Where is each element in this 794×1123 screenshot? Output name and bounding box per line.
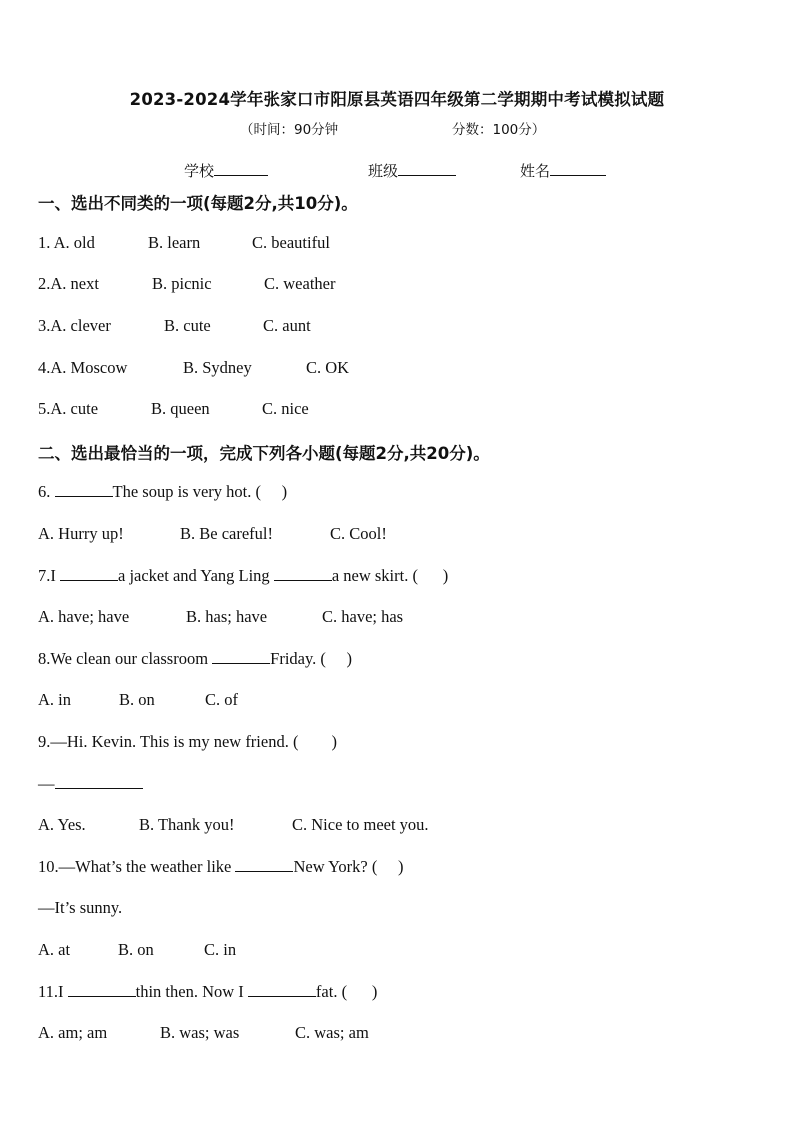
- question-number: 2.: [38, 274, 51, 293]
- q9-option-c: C. Nice to meet you.: [292, 815, 429, 834]
- name-blank: [550, 175, 606, 176]
- school-blank: [214, 175, 268, 176]
- q8-option-b: B. on: [119, 690, 155, 709]
- option-a: A. Moscow: [50, 358, 128, 377]
- question-number: 4.: [38, 358, 51, 377]
- q10-option-a: A. at: [38, 940, 71, 959]
- school-label: 学校: [184, 162, 215, 180]
- q9-option-a: A. Yes.: [38, 815, 86, 834]
- question-6: [38, 482, 287, 502]
- q2-option-b: B. picnic: [152, 274, 212, 293]
- question-number: 3.: [38, 316, 51, 335]
- q10-option-b: B. on: [118, 940, 154, 959]
- question-8: [38, 649, 352, 669]
- q6-option-a: A. Hurry up!: [38, 524, 124, 543]
- exam-time: （时间：90分钟: [240, 122, 339, 138]
- answer-blank: [248, 982, 316, 997]
- class-blank: [398, 175, 456, 176]
- question-9: 9.—Hi. Kevin. This is my new friend. ( ): [38, 732, 337, 751]
- q6-option-b: B. Be careful!: [180, 524, 273, 543]
- question-text-part: a new skirt. ( ): [331, 566, 449, 585]
- q1-option-c: C. beautiful: [252, 233, 330, 252]
- q3-option-b: B. cute: [164, 316, 211, 335]
- q5-option-c: C. nice: [262, 399, 309, 418]
- q8-option-a: A. in: [38, 690, 71, 709]
- q11-option-c: C. was; am: [295, 1023, 369, 1042]
- q6-option-c: C. Cool!: [330, 524, 387, 543]
- question-text-part: fat. ( ): [315, 982, 378, 1001]
- exam-score: 分数：100分）: [452, 122, 546, 138]
- option-a: A. cute: [50, 399, 99, 418]
- name-field: [520, 160, 606, 181]
- option-a: A. old: [53, 233, 95, 252]
- question-1: [38, 233, 95, 253]
- answer-blank: [274, 566, 332, 581]
- question-number: 6.: [38, 482, 55, 501]
- question-text-part: 7.I: [38, 566, 60, 585]
- q9-response-line: [38, 774, 143, 794]
- answer-blank: [55, 774, 143, 789]
- question-7: [38, 566, 448, 586]
- answer-blank: [235, 857, 293, 872]
- question-3: [38, 316, 111, 336]
- question-text: The soup is very hot. ( ): [112, 482, 288, 501]
- q8-option-c: C. of: [205, 690, 238, 709]
- question-10: [38, 857, 403, 877]
- q3-option-c: C. aunt: [263, 316, 311, 335]
- question-text-part: 11.I: [38, 982, 68, 1001]
- question-text-part: thin then. Now I: [135, 982, 248, 1001]
- option-a: A. clever: [50, 316, 111, 335]
- question-text-part: Friday. ( ): [270, 649, 353, 668]
- question-number: 5.: [38, 399, 51, 418]
- question-text-part: 10.—What’s the weather like: [38, 857, 236, 876]
- question-11: [38, 982, 377, 1002]
- question-text-part: New York? ( ): [293, 857, 404, 876]
- section1-heading: 一、选出不同类的一项(每题2分,共10分)。: [38, 194, 358, 213]
- section2-heading: 二、选出最恰当的一项，完成下列各小题(每题2分,共20分)。: [38, 444, 490, 463]
- q7-option-a: A. have; have: [38, 607, 130, 626]
- q7-option-c: C. have; has: [322, 607, 404, 626]
- question-5: [38, 399, 98, 419]
- q9-option-b: B. Thank you!: [139, 815, 235, 834]
- class-label: 班级: [368, 162, 399, 180]
- q10-response: —It’s sunny.: [38, 898, 123, 917]
- answer-blank: [60, 566, 118, 581]
- q5-option-b: B. queen: [151, 399, 210, 418]
- q11-option-a: A. am; am: [38, 1023, 108, 1042]
- answer-blank: [55, 482, 113, 497]
- q4-option-b: B. Sydney: [183, 358, 252, 377]
- question-2: [38, 274, 99, 294]
- question-number: 1.: [38, 233, 54, 252]
- q4-option-c: C. OK: [306, 358, 350, 377]
- question-text-part: a jacket and Yang Ling: [118, 566, 274, 585]
- exam-title: 2023-2024学年张家口市阳原县英语四年级第二学期期中考试模拟试题: [129, 90, 665, 109]
- dash: —: [38, 774, 55, 793]
- answer-blank: [68, 982, 136, 997]
- question-text-part: 8.We clean our classroom: [38, 649, 213, 668]
- name-label: 姓名: [520, 162, 551, 180]
- q10-option-c: C. in: [204, 940, 237, 959]
- question-4: [38, 358, 127, 378]
- school-field: [184, 160, 268, 181]
- q7-option-b: B. has; have: [186, 607, 268, 626]
- class-field: [368, 160, 456, 181]
- answer-blank: [212, 649, 270, 664]
- q1-option-b: B. learn: [148, 233, 201, 252]
- q11-option-b: B. was; was: [160, 1023, 240, 1042]
- q2-option-c: C. weather: [264, 274, 336, 293]
- option-a: A. next: [50, 274, 99, 293]
